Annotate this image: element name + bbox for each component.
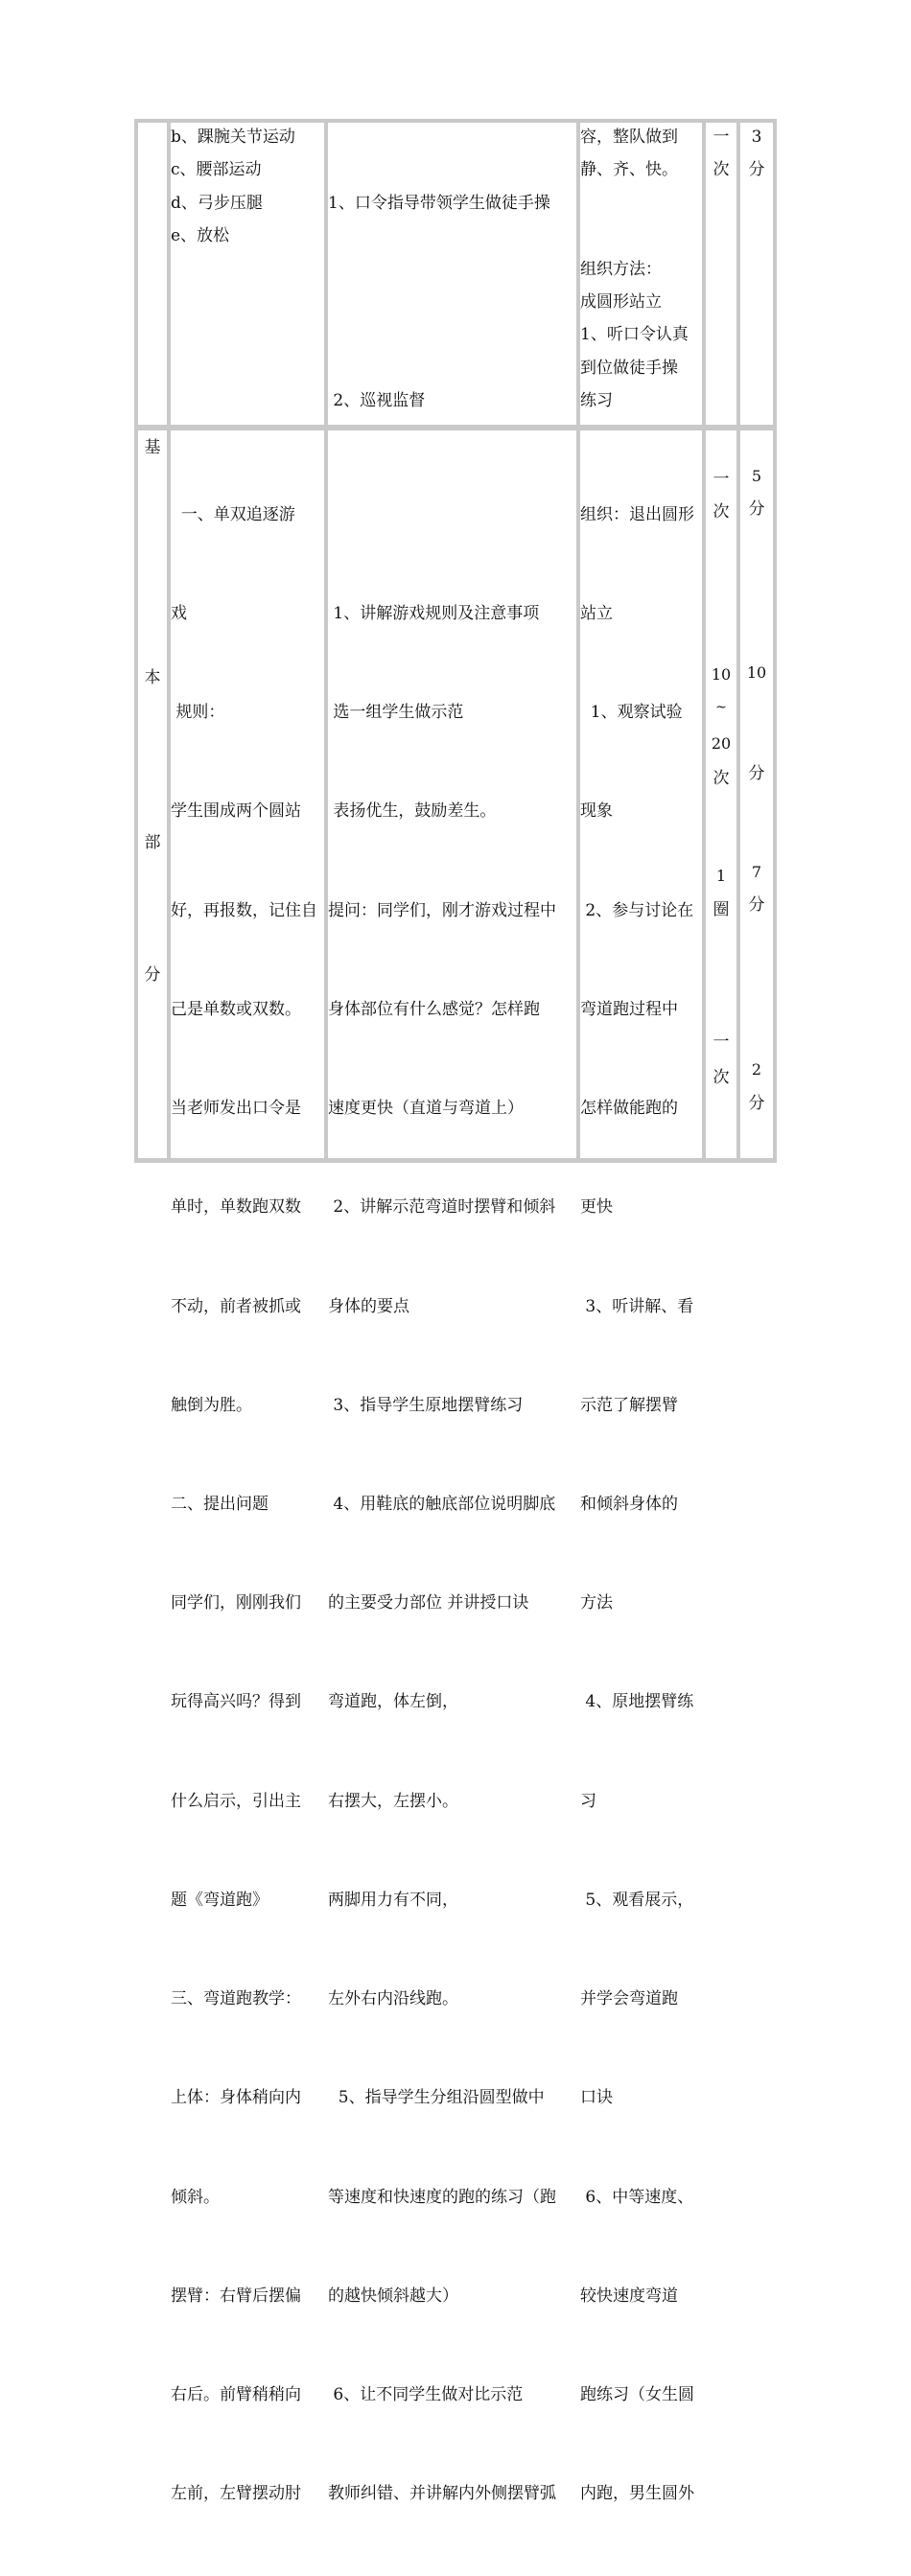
row1-teacher-cell — [328, 121, 576, 483]
times-text: 10 — [711, 665, 732, 684]
text-line: c、腰部运动 — [171, 160, 262, 180]
text-line: 右摆大，左摆小。 — [328, 1791, 458, 1811]
text-line: 己是单数或双数。 — [171, 999, 301, 1019]
duration-text: 5 — [751, 467, 762, 485]
section-label-char: 本 — [144, 668, 161, 687]
duration-text: 分 — [748, 499, 765, 519]
text-line: 静、齐、快。 — [580, 160, 678, 180]
times-text: 一 — [712, 470, 730, 489]
text-line: 1、讲解游戏规则及注意事项 — [328, 604, 540, 624]
text-line: 右后。前臂稍稍向 — [171, 2384, 301, 2404]
text-line: 示范了解摆臂 — [580, 1395, 678, 1415]
text-line: 方法 — [580, 1593, 613, 1613]
text-line: 什么启示，引出主 — [171, 1791, 301, 1811]
text-line: 玩得高兴吗？得到 — [171, 1692, 301, 1712]
duration-text: 分 — [748, 764, 765, 783]
text-line: 3、指导学生原地摆臂练习 — [328, 1395, 524, 1415]
duration-text: 分 — [748, 895, 765, 915]
text-line: 1、口令指导带领学生做徒手操 — [328, 193, 550, 213]
text-line: 选一组学生做示范 — [328, 703, 464, 723]
row2-student-cell — [580, 432, 702, 2576]
text-line: 三、弯道跑教学： — [171, 1989, 301, 2009]
row1-duration-cell — [740, 121, 773, 186]
text-line: 怎样做能跑的 — [580, 1099, 678, 1119]
duration-text: 2 — [751, 1060, 762, 1079]
times-text: 次 — [712, 1068, 730, 1087]
text-line: 戏 — [171, 604, 187, 624]
text-line: 内跑，男生圆外 — [580, 2484, 694, 2504]
text-line: 学生围成两个圆站 — [171, 801, 301, 822]
text-line: 的主要受力部位 并讲授口诀 — [328, 1593, 529, 1613]
text-line: 3、听讲解、看 — [580, 1296, 694, 1316]
text-line: 速度更快（直道与弯道上） — [328, 1099, 524, 1119]
text-line: 分 — [748, 160, 765, 179]
text-line: e、放松 — [171, 226, 230, 246]
times-text: 一 — [712, 1033, 730, 1052]
times-text: 次 — [712, 502, 730, 522]
text-line — [328, 499, 576, 531]
text-line: 一、单双追逐游 — [171, 504, 295, 524]
text-line: 口诀 — [580, 2088, 613, 2108]
text-line: 2、巡视监督 — [328, 391, 426, 411]
text-line: 的越快倾斜越大） — [328, 2286, 458, 2306]
column-divider-5 — [736, 119, 740, 1163]
text-line: 次 — [712, 160, 730, 179]
text-line: d、弓步压腿 — [171, 193, 263, 213]
text-line: 站立 — [580, 604, 613, 624]
column-divider-4 — [702, 119, 706, 1163]
text-line: 题《弯道跑》 — [171, 1890, 269, 1910]
lesson-plan-table — [134, 119, 777, 2504]
row1-student-cell — [580, 121, 702, 418]
text-line: 跑练习（女生圆 — [580, 2384, 694, 2404]
text-line: 3 — [751, 128, 762, 147]
text-line — [580, 187, 702, 220]
times-text: 1 — [715, 867, 727, 885]
section-label-char: 分 — [144, 965, 161, 985]
text-line: 表扬优生，鼓励差生。 — [328, 801, 497, 822]
text-line: 左外右内沿线跑。 — [328, 1989, 458, 2009]
row1-content-cell — [171, 121, 324, 253]
text-line: 好，再报数，记住自 — [171, 900, 317, 920]
text-line: 和倾斜身体的 — [580, 1495, 678, 1514]
text-line: 单时，单数跑双数 — [171, 1197, 301, 1218]
duration-text: 10 — [746, 663, 767, 682]
text-line: 一 — [712, 128, 730, 147]
text-line: 成圆形站立 — [580, 292, 662, 313]
text-line: 到位做徒手操 — [580, 358, 678, 378]
text-line — [580, 220, 702, 252]
text-line: 1、观察试验 — [580, 703, 683, 723]
text-line: 当老师发出口令是 — [171, 1099, 301, 1119]
duration-text: 分 — [748, 1094, 765, 1113]
row2-teacher-cell — [328, 432, 576, 2576]
text-line: 较快速度弯道 — [580, 2286, 678, 2306]
text-line: 更快 — [580, 1197, 613, 1218]
text-line: 4、原地摆臂练 — [580, 1692, 694, 1712]
text-line: 身体部位有什么感觉？怎样跑 — [328, 999, 540, 1019]
text-line: 教师纠错、并讲解内外侧摆臂弧 — [328, 2484, 556, 2504]
text-line: 5、指导学生分组沿圆型做中 — [328, 2088, 545, 2108]
text-line: 二、提出问题 — [171, 1495, 269, 1514]
section-label-char: 基 — [144, 438, 161, 457]
text-line: 同学们，刚刚我们 — [171, 1593, 301, 1613]
text-line: 左前，左臂摆动肘 — [171, 2484, 301, 2504]
text-line: 摆臂：右臂后摆偏 — [171, 2286, 301, 2306]
text-line: 1、听口令认真 — [580, 325, 689, 345]
text-line — [328, 286, 576, 318]
table-border-right — [773, 119, 777, 1163]
text-line: 不动，前者被抓或 — [171, 1296, 301, 1316]
text-line: 提问：同学们，刚才游戏过程中 — [328, 900, 556, 920]
row2-content-cell — [171, 432, 324, 2576]
table-border-left — [134, 119, 138, 1163]
text-line: 并学会弯道跑 — [580, 1989, 678, 2009]
text-line: 上体：身体稍向内 — [171, 2088, 301, 2108]
text-line: 练习 — [580, 391, 613, 411]
text-line: 触倒为胜。 — [171, 1395, 252, 1415]
row1-times-cell — [706, 121, 736, 186]
text-line: 4、用鞋底的触底部位说明脚底 — [328, 1495, 556, 1514]
text-line: 习 — [580, 1791, 596, 1811]
times-text: 次 — [712, 769, 730, 788]
times-text: 20 — [711, 734, 732, 753]
text-line: 弯道跑过程中 — [580, 999, 678, 1019]
text-line: 等速度和快速度的跑的练习（跑 — [328, 2187, 556, 2207]
times-text: 圈 — [712, 900, 730, 919]
times-text: ~ — [715, 700, 727, 715]
section-label-char: 部 — [144, 833, 161, 852]
text-line: 2、讲解示范弯道时摆臂和倾斜 — [328, 1197, 556, 1218]
text-line: 组织：退出圆形 — [580, 504, 694, 524]
text-line: 5、观看展示， — [580, 1890, 694, 1910]
text-line: 弯道跑，体左倒， — [328, 1692, 458, 1712]
text-line: 两脚用力有不同， — [328, 1890, 458, 1910]
text-line: 容，整队做到 — [580, 128, 678, 147]
text-line: 现象 — [580, 801, 613, 822]
duration-text: 7 — [751, 863, 762, 881]
text-line: 6、中等速度、 — [580, 2187, 694, 2207]
text-line: 2、参与讨论在 — [580, 900, 694, 920]
text-line: b、踝腕关节运动 — [171, 128, 295, 147]
text-line: 身体的要点 — [328, 1296, 409, 1316]
text-line: 规则： — [171, 703, 225, 723]
text-line: 倾斜。 — [171, 2187, 220, 2207]
text-line: 组织方法： — [580, 259, 662, 279]
text-line: 6、让不同学生做对比示范 — [328, 2384, 524, 2404]
